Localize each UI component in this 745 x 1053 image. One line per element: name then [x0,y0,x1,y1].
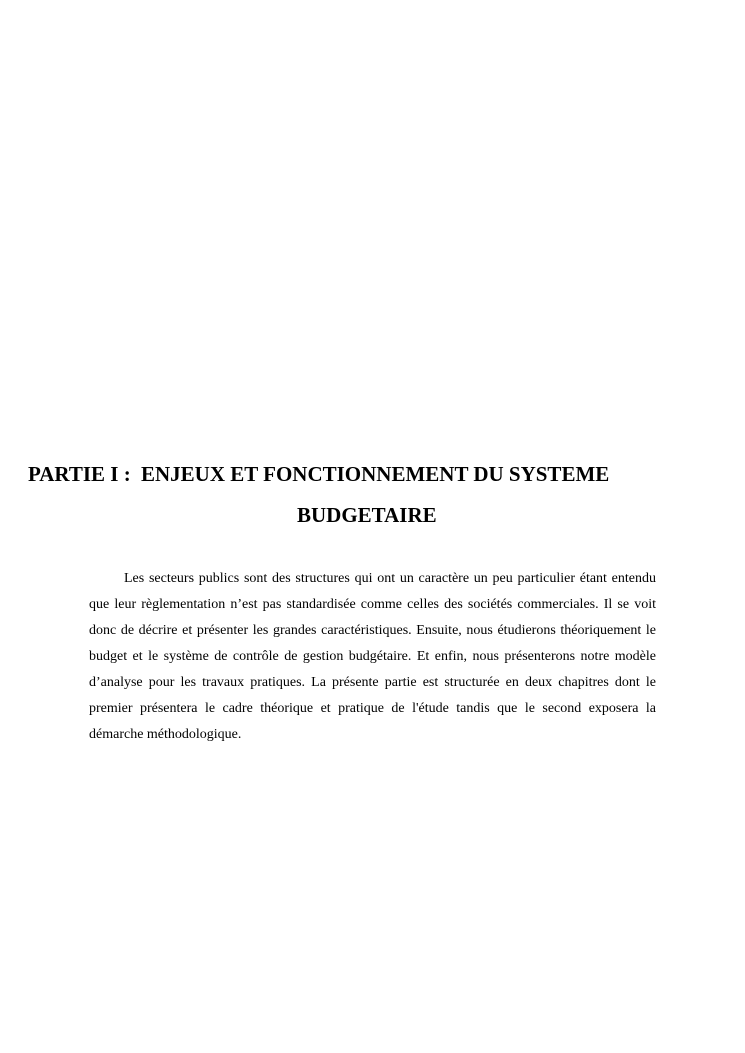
part-heading [28,461,718,487]
intro-paragraph: Les secteurs publics sont des structures qui ont un caractère un peu particulier étant entendu que leur règlementation n’est pas standardisée comme celles des sociétés commerciales. Il se voit donc de décrire et présenter les grandes caractéristiques. Ensuite, nous étudierons théoriquement le budget et le système de contrôle de gestion budgétaire. Et enfin, nous présenterons notre modèle d’analyse pour les travaux pratiques. La présente partie est structurée en deux chapitres dont le premier présentera le cadre théorique et pratique de l'étude tandis que le second exposera la démarche méthodologique. [89,571,656,742]
part-title-line1: ENJEUX ET FONCTIONNEMENT DU SYSTEME [140,462,610,486]
part-label: PARTIE I : [28,462,131,486]
part-title-line2: BUDGETAIRE [297,503,437,527]
